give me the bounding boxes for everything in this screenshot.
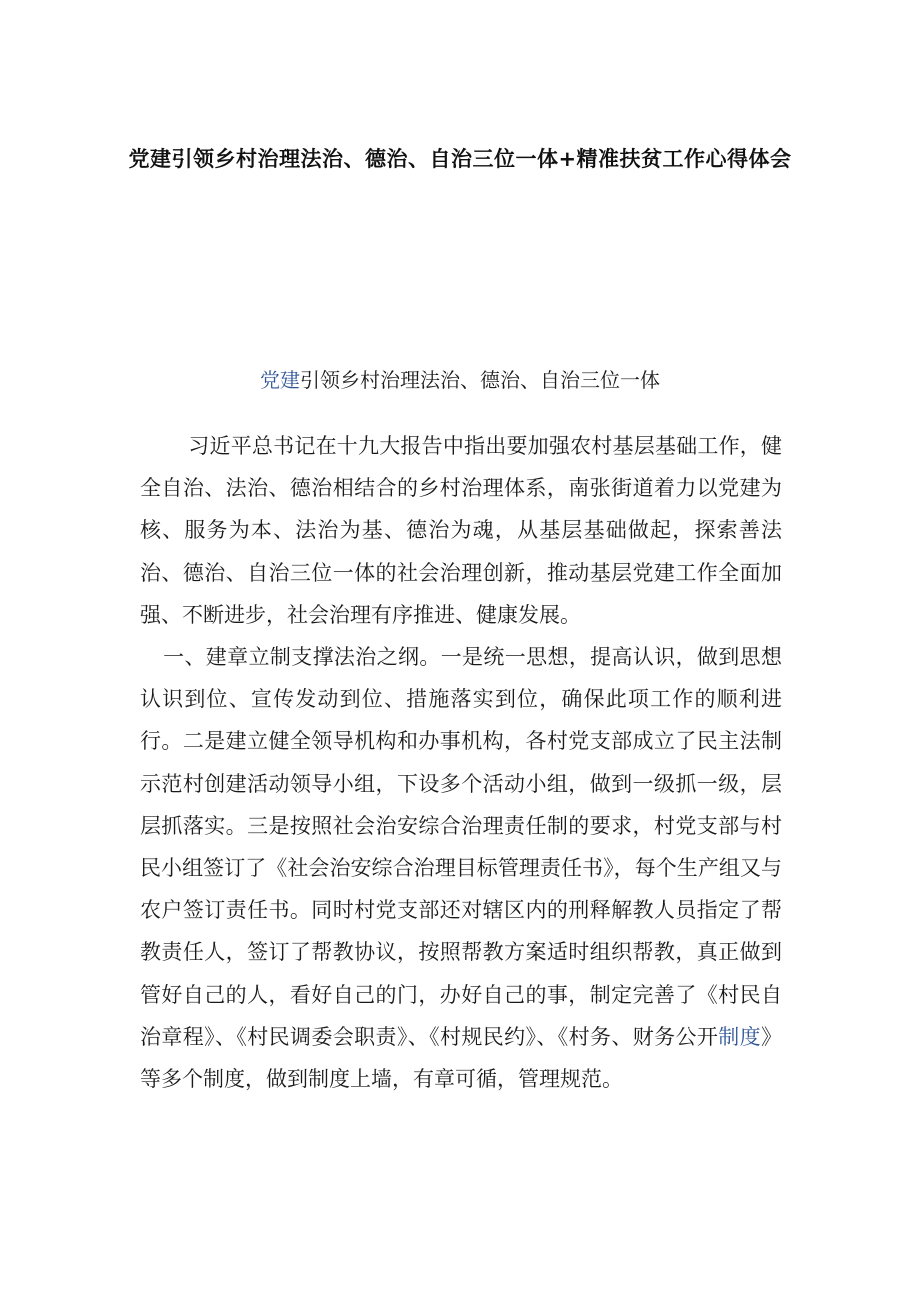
paragraph-section-one-tail: 》等多个制度，做到制度上墙，有章可循，管理规范。 xyxy=(140,1024,782,1092)
section-title-link[interactable]: 党建 xyxy=(260,368,300,392)
paragraph-intro: 习近平总书记在十九大报告中指出要加强农村基层基础工作，健全自治、法治、德治相结合的乡村治理体系，南张街道着力以党建为核、服务为本、法治为基、德治为魂，从基层基础做起，探索善法治、德治、自治三位一体的社会治理创新，推动基层党建工作全面加强、不断进步，社会治理有序推进、健康发展。 xyxy=(140,434,782,627)
section-title-text: 引领乡村治理法治、德治、自治三位一体 xyxy=(300,368,660,392)
document-body xyxy=(140,425,782,1100)
system-link[interactable]: 制度 xyxy=(718,1024,761,1049)
document-title: 党建引领乡村治理法治、德治、自治三位一体+精准扶贫工作心得体会 xyxy=(128,147,792,171)
paragraph-section-one xyxy=(140,636,782,1100)
section-title xyxy=(140,364,780,396)
paragraph-section-one-text: 一、建章立制支撑法治之纲。一是统一思想，提高认识，做到思想认识到位、宣传发动到位、措施落实到位，确保此项工作的顺利进行。二是建立健全领导机构和办事机构，各村党支部成立了民主法制示范村创建活动领导小组，下设多个活动小组，做到一级抓一级，层层抓落实。三是按照社会治安综合治理责任制的要求，村党支部与村民小组签订了《社会治安综合治理目标管理责任书》，每个生产组又与农户签订责任书。同时村党支部还对辖区内的刑释解教人员指定了帮教责任人，签订了帮教协议，按照帮教方案适时组织帮教，真正做到管好自己的人，看好自己的门，办好自己的事，制定完善了《村民自治章程》、《村民调委会职责》、《村规民约》、《村务、财务公开 xyxy=(140,645,782,1049)
